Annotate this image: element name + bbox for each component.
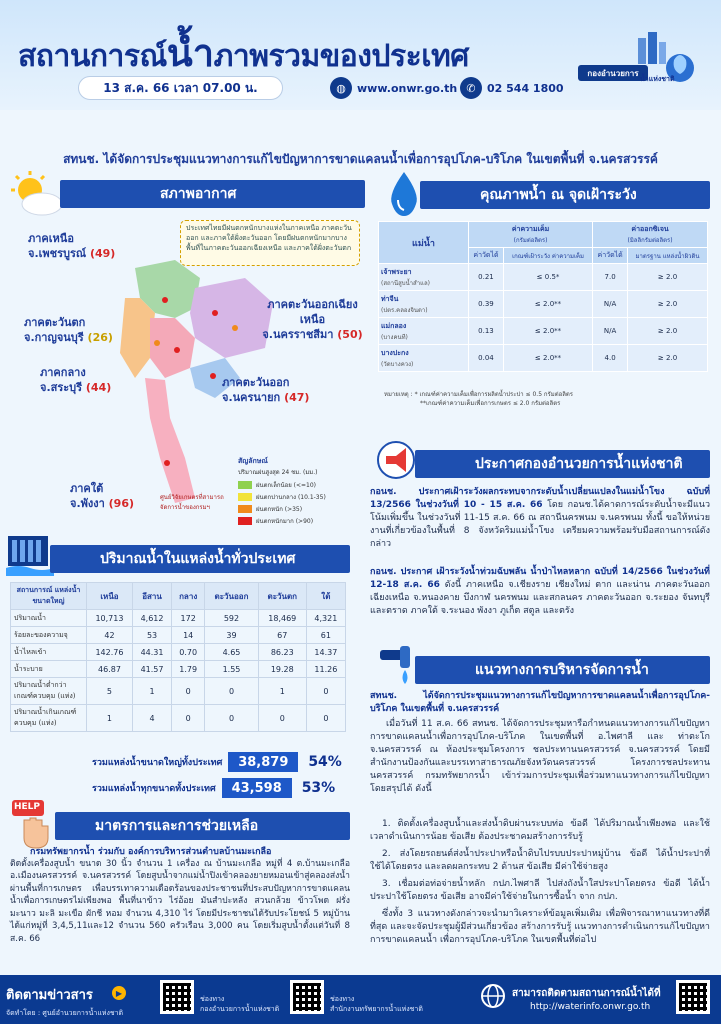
logo-label: กองอำนวยการ xyxy=(578,65,648,81)
total-large-label: รวมแหล่งน้ำขนาดใหญ่ทั้งประเทศ xyxy=(92,758,223,768)
salinity-value: 0.21 xyxy=(469,264,504,291)
col-region: ตะวันตก xyxy=(258,583,306,610)
station-note: ศูนย์วิจัยเกษตรที่สามารถ จัดการน้ำของกรมฯ xyxy=(160,494,224,511)
cell: 86.23 xyxy=(258,644,306,661)
cell: 0 xyxy=(172,678,205,705)
cell: 39 xyxy=(205,627,259,644)
oxygen-std: ≥ 2.0 xyxy=(628,318,708,345)
info-url[interactable]: http://waterinfo.onwr.go.th xyxy=(530,1002,651,1012)
cell: 19.28 xyxy=(258,661,306,678)
salinity-value: 0.39 xyxy=(469,291,504,318)
total-all-row xyxy=(92,778,335,798)
region-name: ภาคใต้ xyxy=(70,482,104,495)
col-label: สถานการณ์ แหล่งน้ำขนาดใหญ่ xyxy=(11,583,87,610)
weather-heading: สภาพอากาศ xyxy=(60,180,365,208)
note-line: **เกณฑ์ค่าความเค็มเพื่อการเกษตร ≤ 2.0 กรัมต่อลิตร xyxy=(420,400,561,407)
follow-label: ติดตามข่าวสาร xyxy=(6,988,93,1003)
qr1-label: ช่องทาง xyxy=(200,995,225,1003)
assistance-heading: มาตรการและการช่วยเหลือ xyxy=(55,812,350,840)
management-heading: แนวทางการบริหารจัดการน้ำ xyxy=(415,656,710,684)
headline: สทนช. ได้จัดการประชุมแนวทางการแก้ไขปัญหาการขาดแคลนน้ำเพื่อการอุปโภค-บริโภค ในเขตพื้นที่ จ.นครสวรรค์ xyxy=(63,152,658,166)
col-oxygen-unit: (มิลลิกรัมต่อลิตร) xyxy=(627,237,673,244)
col-river: แม่น้ำ xyxy=(379,222,469,264)
legend-subtitle: ปริมาณฝนสูงสุด 24 ชม. (มม.) xyxy=(238,469,318,476)
region-rainfall: (96) xyxy=(108,496,135,510)
announce-title-2: กอนช. ประกาศ เฝ้าระวังน้ำท่วมฉับพลัน น้ำป่าไหลหลาก ฉบับที่ 14/2566 ในช่วงวันที่ 12-18 ส.ค. 66 xyxy=(370,567,710,591)
oxygen-value: N/A xyxy=(593,318,628,345)
salinity-std: ≤ 2.0** xyxy=(503,345,592,372)
management-item-3: 3. เชื่อมต่อท่อจ่ายน้ำหลัก กปภ.ไพศาลี ไปส่งถังน้ำใสประปาโดยตรง ข้อดี ได้น้ำประปาใช้โดยตรง ข้อเสีย อาจมีค่าใช้จ่ายในการซื้อน้ำ จาก กปภ. xyxy=(370,879,710,903)
region-province: จ.นครราชสีมา xyxy=(262,327,334,341)
table-row xyxy=(11,627,346,644)
col-region: เหนือ xyxy=(87,583,133,610)
dam-icon xyxy=(6,530,56,576)
col-region: ใต้ xyxy=(306,583,345,610)
qr2-sublabel: สำนักงานทรัพยากรน้ำแห่งชาติ xyxy=(330,1005,423,1013)
qr-code-3[interactable] xyxy=(676,980,710,1014)
reservoir-heading: ปริมาณน้ำในแหล่งน้ำทั่วประเทศ xyxy=(50,545,350,573)
col-measured: ค่าวัดได้ xyxy=(469,248,504,264)
announce-title-1: กอนช. ประกาศเฝ้าระวังผลกระทบจากระดับน้ำเปลี่ยนแปลงในแม่น้ำโขง ฉบับที่ 13/2566 ในช่วงวันที่ 10 - 15 ส.ค. 66 xyxy=(370,487,710,511)
title-prefix: สถานการณ์ xyxy=(18,39,167,74)
water-quality-heading: คุณภาพน้ำ ณ จุดเฝ้าระวัง xyxy=(420,181,710,209)
cell: 14.37 xyxy=(306,644,345,661)
cell: 1 xyxy=(132,678,171,705)
river-name: เจ้าพระยา xyxy=(381,267,412,276)
row-label: น้ำไหลเข้า xyxy=(11,644,87,661)
water-quality-table xyxy=(378,221,708,372)
salinity-std: ≤ 0.5* xyxy=(503,264,592,291)
map-legend xyxy=(238,456,378,528)
region-east xyxy=(222,376,309,406)
announce-paragraph-2 xyxy=(370,566,710,618)
site-cell xyxy=(379,264,469,291)
qr2-label: ช่องทาง xyxy=(330,995,355,1003)
site-cell xyxy=(379,318,469,345)
sun-cloud-icon xyxy=(8,170,68,220)
col-oxygen xyxy=(593,222,708,248)
total-large-row xyxy=(92,752,342,772)
col-measured: ค่าวัดได้ xyxy=(593,248,628,264)
qr-code-2[interactable] xyxy=(290,980,324,1014)
phone-icon: ✆ xyxy=(460,77,482,99)
col-oxygen-label: ค่าออกซิเจน xyxy=(631,225,669,233)
region-south xyxy=(70,482,134,512)
cell: 172 xyxy=(172,610,205,627)
total-all-pct: 53% xyxy=(301,780,336,796)
col-region: อีสาน xyxy=(132,583,171,610)
reservoir-table xyxy=(10,582,346,732)
cell: 61 xyxy=(306,627,345,644)
region-name: ภาคตะวันตก xyxy=(24,316,86,329)
cell: 44.31 xyxy=(132,644,171,661)
cell: 4 xyxy=(132,705,171,732)
region-name: ภาคกลาง xyxy=(40,366,86,379)
salinity-std: ≤ 2.0** xyxy=(503,291,592,318)
region-name: ภาคตะวันออก xyxy=(222,376,290,389)
region-rainfall: (50) xyxy=(337,327,363,341)
table-row xyxy=(11,610,346,627)
col-region: กลาง xyxy=(172,583,205,610)
assistance-text: ติดตั้งเครื่องสูบน้ำ ขนาด 30 นิ้ว จำนวน 1 เครื่อง ณ บ้านมะเกลือ หมู่ที่ 4 ต.บ้านมะเกลือ อ.เมืองนครสวรรค์ จ.นครสวรรค์ โดยสูบน้ำจากแม่น้ำปิงเข้าคลองยายหมอนเข้าสู่คลองส่งน้ำผ่านพื้นที่การเกษตร เพื่อบรรเทาความเดือดร้อนของประชาชนที่ประสบปัญหาการขาดแคลนน้ำเพื่อการเกษตรไม่เพียงพอ พื้นที่นาข้าว ไร่อ้อย มันสำปะหลัง สวนกล้วย ข้าวโพด ฝรั่ง มะนาว มะลิ มะเขือ ผักชี หอม จำนวน 4,310 ไร่ โดยมีประชาชนได้รับประโยชน์ 5 หมู่บ้าน ได้แก่หมู่ที่ 3,4,5,11และ12 จำนวน 560 ครัวเรือน 3,000 คน โดยเริ่มสูบน้ำตั้งแต่วันที่ 8 ส.ค. 66 xyxy=(10,859,350,944)
col-salinity-unit: (กรัมต่อลิตร) xyxy=(513,237,548,244)
salinity-std: ≤ 2.0** xyxy=(503,318,592,345)
total-all-label: รวมแหล่งน้ำทุกขนาดทั้งประเทศ xyxy=(92,784,216,794)
management-title: สทนช. ได้จัดการประชุมแนวทางการแก้ไขปัญหาการขาดแคลนน้ำเพื่อการอุปโภค-บริโภค ในเขตพื้นที่ จ.นครสวรรค์ xyxy=(370,691,710,715)
col-salinity-label: ค่าความเค็ม xyxy=(511,225,550,233)
cell: 592 xyxy=(205,610,259,627)
cell: 14 xyxy=(172,627,205,644)
legend-swatch xyxy=(238,481,252,489)
col-salinity xyxy=(469,222,593,248)
table-row xyxy=(379,264,708,291)
row-label: ร้อยละของความจุ xyxy=(11,627,87,644)
legend-swatch xyxy=(238,517,252,525)
cell: 11.26 xyxy=(306,661,345,678)
announce-text-2: ดังนี้ ภาคเหนือ จ.เชียงราย เชียงใหม่ ตาก และน่าน ภาคตะวันออกเฉียงเหนือ จ.หนองคาย บึงกาฬ นครพนม และสกลนคร ภาคตะวันออก จ.ระยอง จันทบุรี และตราด ภาคใต้ จ.ระนอง พังงา ภูเก็ต สตูล และตรัง xyxy=(370,580,710,617)
table-row xyxy=(11,678,346,705)
oxygen-std: ≥ 2.0 xyxy=(628,264,708,291)
legend-item xyxy=(238,492,378,502)
cell: 41.57 xyxy=(132,661,171,678)
faucet-icon xyxy=(376,642,420,688)
river-name: ท่าจีน xyxy=(381,294,399,303)
river-name: แม่กลอง xyxy=(381,321,407,330)
region-province: จ.เพชรบูรณ์ xyxy=(28,246,87,260)
globe-icon: ◍ xyxy=(330,77,352,99)
qr-code-1[interactable] xyxy=(160,980,194,1014)
cell: 0 xyxy=(172,705,205,732)
region-west xyxy=(24,316,113,346)
site-name: (บางคนที) xyxy=(381,333,408,341)
legend-item xyxy=(238,480,378,490)
info-title: สามารถติดตามสถานการณ์น้ำได้ที่ xyxy=(512,988,661,999)
cell: 1 xyxy=(258,678,306,705)
region-northeast xyxy=(255,298,370,343)
onwr-logo xyxy=(578,30,696,96)
legend-item xyxy=(238,504,378,514)
river-name: บางปะกง xyxy=(381,348,409,357)
qr1-sublabel: กองอำนวยการน้ำแห่งชาติ xyxy=(200,1005,280,1013)
table-row xyxy=(379,345,708,372)
cell: 1.55 xyxy=(205,661,259,678)
announce-heading: ประกาศกองอำนวยการน้ำแห่งชาติ xyxy=(415,450,710,478)
logo-sublabel: น้ำแห่งชาติ xyxy=(640,75,675,83)
cell: 0 xyxy=(205,678,259,705)
oxygen-std: ≥ 2.0 xyxy=(628,291,708,318)
legend-swatch xyxy=(238,493,252,501)
management-item-2: 2. ส่งโดยรถยนต์ส่งน้ำประปาหรือน้ำดิบไปรบบประปาหมู่บ้าน ข้อดี ได้น้ำประปาที่ใช้ได้โดยตรง และลดผลกระทบ 2 ด้านส ข้อเสีย มีค่าใช้จ่ายสูง xyxy=(370,849,710,873)
management-outro: ซึ่งทั้ง 3 แนวทางดังกล่าวจะนำมาวิเคราะห์ข้อมูลเพิ่มเติม เพื่อพิจารณาหาแนวทางที่ดีที่สุด และจะจัดประชุมผู้มีส่วนเกี่ยวข้อง สร้างการรับรู้ แนวทางการดำเนินการแก้ไขปัญหาการขาดแคลนน้ำ เพื่อการอุปโภค-บริโภค ในเขตพื้นที่ต่อไป xyxy=(370,909,710,946)
region-rainfall: (47) xyxy=(284,390,310,404)
cell: 46.87 xyxy=(87,661,133,678)
legend-title: สัญลักษณ์ xyxy=(238,457,268,465)
salinity-value: 0.13 xyxy=(469,318,504,345)
col-region: ตะวันออก xyxy=(205,583,259,610)
region-rainfall: (26) xyxy=(87,330,113,344)
table-row xyxy=(11,644,346,661)
region-rainfall: (49) xyxy=(89,246,116,260)
cell: 42 xyxy=(87,627,133,644)
table-row xyxy=(11,705,346,732)
help-badge: HELP xyxy=(14,802,41,812)
cell: 1 xyxy=(87,705,133,732)
site-cell xyxy=(379,345,469,372)
site-name: (ปตร.คลองจินดา) xyxy=(381,306,428,314)
total-large-value: 38,879 xyxy=(228,752,298,772)
note-line: * เกณฑ์ค่าความเค็มเพื่อการผลิตน้ำประปา ≤ 0.5 กรัมต่อลิตร xyxy=(414,391,574,398)
globe-icon xyxy=(480,983,506,1009)
website-text: www.onwr.go.th xyxy=(357,81,458,95)
title-highlight: น้ำ xyxy=(166,31,214,75)
produced-by: จัดทำโดย : ศูนย์อำนวยการน้ำแห่งชาติ xyxy=(6,1009,124,1017)
management-item-1: 1. ติดตั้งเครื่องสูบน้ำและส่งน้ำดิบผ่านระบบท่อ ข้อดี ได้ปริมาณน้ำเพียงพอ และใช้เวลาดำเนินการน้อย ข้อเสีย ต้องประชาคมสร้างการรับรู้ xyxy=(370,819,710,843)
cell: 1.79 xyxy=(172,661,205,678)
legend-item xyxy=(238,516,378,526)
col-oxygen-std: มาตรฐาน แหล่งน้ำผิวดิน xyxy=(628,248,708,264)
col-salinity-std: เกณฑ์เฝ้าระวัง ค่าความเค็ม xyxy=(503,248,592,264)
region-province: จ.กาญจนบุรี xyxy=(24,330,84,344)
oxygen-value: 4.0 xyxy=(593,345,628,372)
cell: 0 xyxy=(306,678,345,705)
legend-label: ฝนตกหนัก (>35) xyxy=(256,506,303,513)
table-row xyxy=(11,661,346,678)
total-all-value: 43,598 xyxy=(222,778,292,798)
website-link[interactable] xyxy=(330,76,457,100)
phone-link[interactable] xyxy=(460,76,564,100)
announce-paragraph-1 xyxy=(370,486,710,551)
cell: 0 xyxy=(258,705,306,732)
row-label: ปริมาณน้ำต่ำกว่าเกณฑ์ควบคุม (แห่ง) xyxy=(11,678,87,705)
region-name: ภาคตะวันออกเฉียงเหนือ xyxy=(267,298,358,326)
table-row xyxy=(379,318,708,345)
table-row xyxy=(379,291,708,318)
cell: 142.76 xyxy=(87,644,133,661)
cell: 10,713 xyxy=(87,610,133,627)
management-intro: เมื่อวันที่ 11 ส.ค. 66 สทนช. ได้จัดการประชุมหารือกำหนดแนวทางการแก้ไขปัญหาการขาดแคลนน้ำเพื่อการอุปโภค-บริโภค ในเขตพื้นที่ อ.ไพศาลี และ ท่าตะโก จ.นครสวรรค์ ณ ห้องประชุมโครงการ ชลประทานนครสวรรค์ จ.นครสวรรค์ โดยมี สำนักงานป้องกันและบรรเทาสาธารณภัยจังหวัดนครสวรรค์ โครงการชลประทานนครสวรรค์ กรมทรัพยากรน้ำ เข้าร่วมการประชุมเพื่อร่วมหาแนวทางการแก้ไขปัญหา โดยสรุปได้ ดังนี้ xyxy=(370,719,710,795)
weather-note: ประเทศไทยมีฝนตกหนักบางแห่งในภาคเหนือ ภาคตะวันออก และภาคใต้ฝั่งตะวันออก โดยมีฝนตกหนักมากบางพื้นที่ในภาคตะวันออกเฉียงเหนือ และภาคใต้ฝั่งตะวันตก xyxy=(180,220,360,266)
row-label: น้ำระบาย xyxy=(11,661,87,678)
cell: 67 xyxy=(258,627,306,644)
region-province: จ.พังงา xyxy=(70,496,105,510)
region-name: ภาคเหนือ xyxy=(28,232,74,245)
row-label: ปริมาณน้ำเกินเกณฑ์ควบคุม (แห่ง) xyxy=(11,705,87,732)
legend-label: ฝนตกหนักมาก (>90) xyxy=(256,518,314,525)
cell: 4,612 xyxy=(132,610,171,627)
cell: 0.70 xyxy=(172,644,205,661)
page-title xyxy=(18,22,469,83)
phone-text: 02 544 1800 xyxy=(487,81,564,95)
announce-text-1: โดย กอนช.ได้คาดการณ์ระดับน้ำจะมีแนวโน้มเพิ่มขึ้น ในช่วงวันที่ 11-15 ส.ค. 66 ณ สถานีนครพนม จ.นครพนม ทั้งนี้ ขอให้หน่วยงานที่เกี่ยวข้องในพื้นที่ 8 จังหวัดริมแม่น้ำโขง เตรียมความพร้อมรับมือสถานการณ์ดังกล่าว xyxy=(370,500,710,550)
cell: 18,469 xyxy=(258,610,306,627)
title-suffix: ภาพรวมของประเทศ xyxy=(213,39,469,74)
cell: 53 xyxy=(132,627,171,644)
region-province: จ.สระบุรี xyxy=(40,380,83,394)
region-rainfall: (44) xyxy=(85,380,112,394)
cell: 0 xyxy=(306,705,345,732)
cell: 4,321 xyxy=(306,610,345,627)
oxygen-value: N/A xyxy=(593,291,628,318)
region-province: จ.นครนายก xyxy=(222,390,281,404)
region-north xyxy=(28,232,115,262)
arrow-right-icon: ▶ xyxy=(112,986,126,1000)
cell: 5 xyxy=(87,678,133,705)
megaphone-icon xyxy=(376,440,420,480)
oxygen-value: 7.0 xyxy=(593,264,628,291)
region-central xyxy=(40,366,111,396)
salinity-value: 0.04 xyxy=(469,345,504,372)
site-cell xyxy=(379,291,469,318)
oxygen-std: ≥ 2.0 xyxy=(628,345,708,372)
site-name: (วัดบางควง) xyxy=(381,360,414,368)
legend-label: ฝนตกปานกลาง (10.1-35) xyxy=(256,494,326,501)
date-badge: 13 ส.ค. 66 เวลา 07.00 น. xyxy=(78,76,283,100)
legend-swatch xyxy=(238,505,252,513)
cell: 0 xyxy=(205,705,259,732)
water-quality-note xyxy=(384,390,704,408)
site-name: (สถานีสูบน้ำสำแล) xyxy=(381,279,430,287)
cell: 4.65 xyxy=(205,644,259,661)
assistance-title: กรมทรัพยากรน้ำ ร่วมกับ องค์การบริหารส่วนตำบลบ้านมะเกลือ xyxy=(30,847,272,857)
note-label: หมายเหตุ : xyxy=(384,391,413,398)
total-large-pct: 54% xyxy=(308,754,342,770)
row-label: ปริมาณน้ำ xyxy=(11,610,87,627)
legend-label: ฝนตกเล็กน้อย (<=10) xyxy=(256,482,317,489)
